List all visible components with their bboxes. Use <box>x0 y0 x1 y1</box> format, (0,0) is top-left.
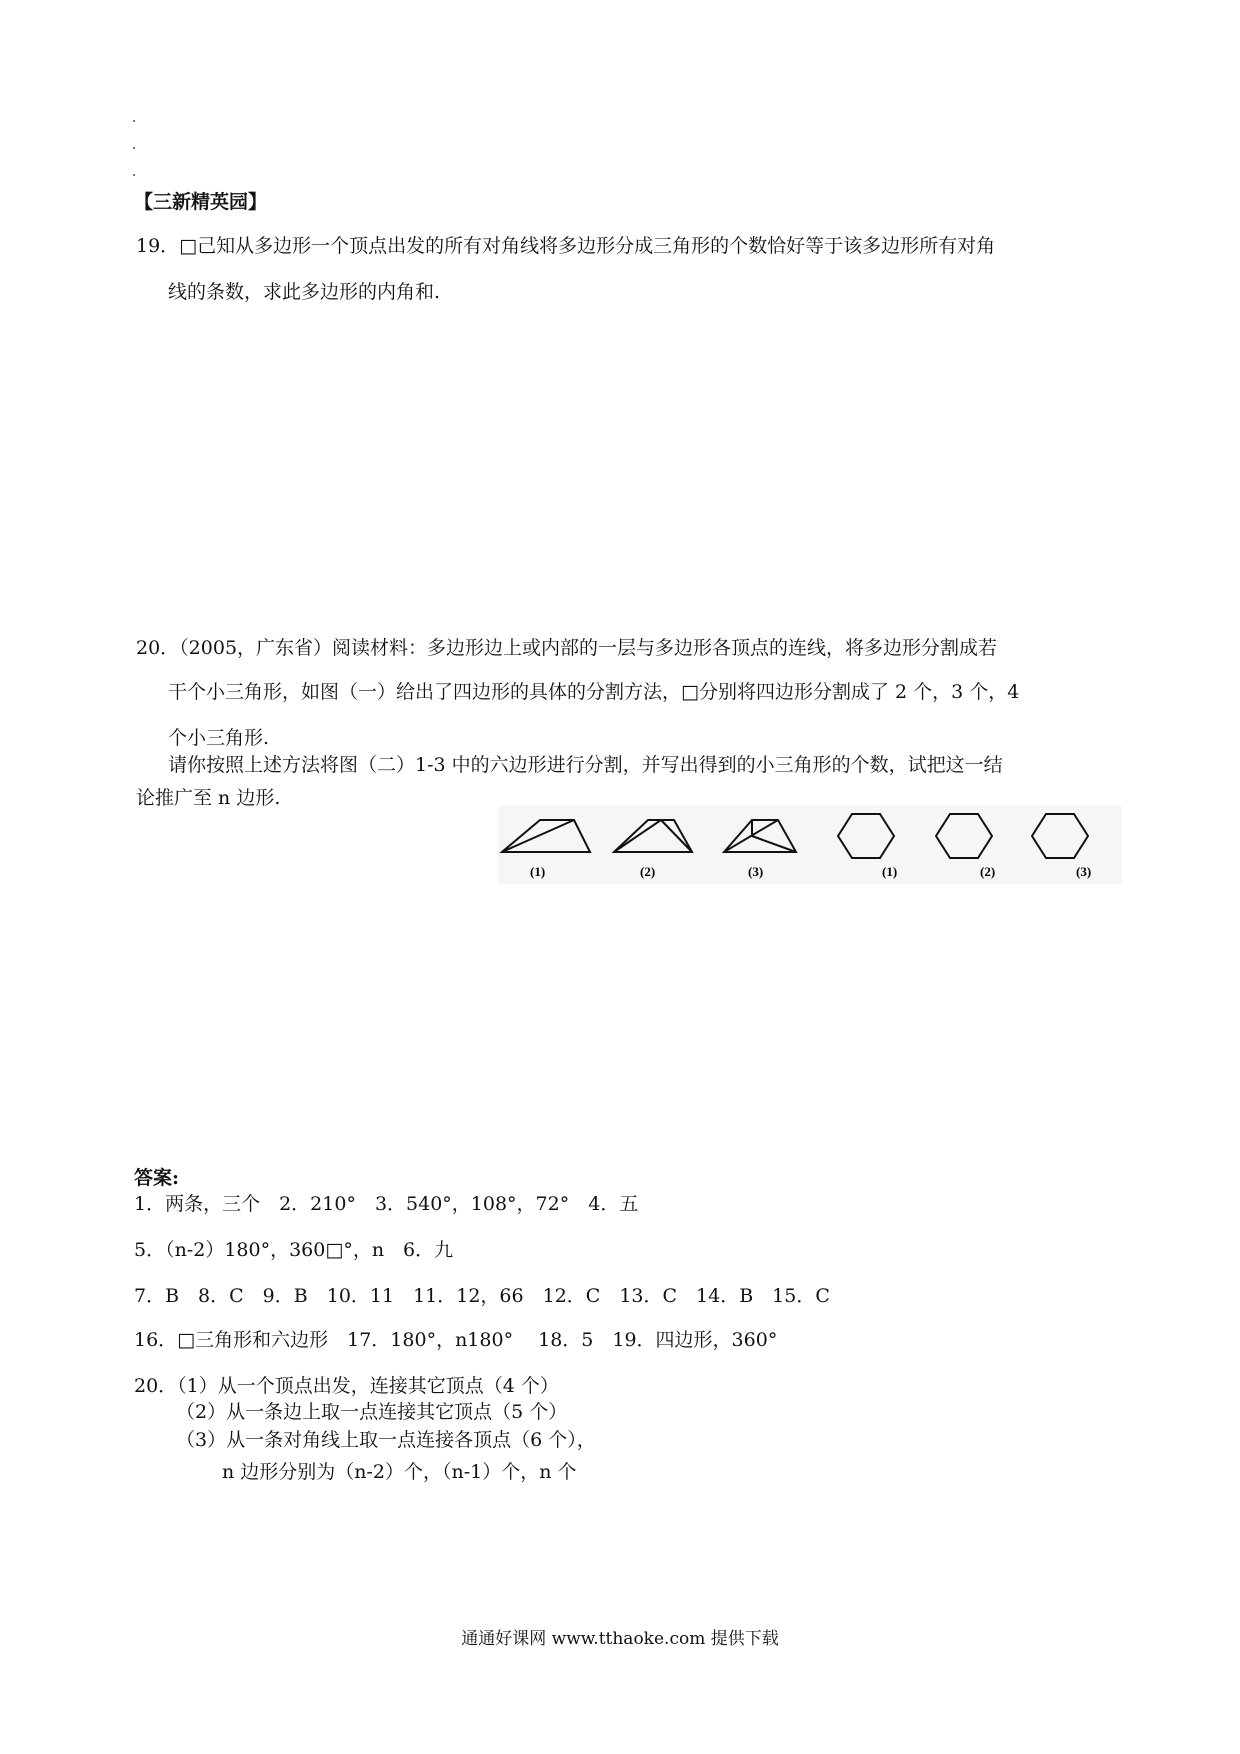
q20-line4: 请你按照上述方法将图（二）1-3 中的六边形进行分割，并写出得到的小三角形的个数，试把这一结 <box>168 754 1003 776</box>
answers-line6: （2）从一条边上取一点连接其它顶点（5 个） <box>176 1401 568 1423</box>
quad-label-2: (2) <box>640 864 656 879</box>
answers-line8: n 边形分别为（n-2）个，（n-1）个，n 个 <box>222 1461 577 1483</box>
footer: 通通好课网 www.tthaoke.com 提供下载 <box>461 1629 779 1649</box>
q19-line2: 线的条数，求此多边形的内角和. <box>168 281 441 303</box>
margin-mark <box>133 174 135 176</box>
answers-title: 答案: <box>134 1167 180 1189</box>
hexagon-1 <box>838 814 894 858</box>
quadrilateral-1 <box>502 820 590 852</box>
polygon-figure-svg <box>498 806 1122 884</box>
quad-label-3: (3) <box>748 864 764 879</box>
quad-label-1: (1) <box>530 864 546 879</box>
answers-line1: 1．两条，三个 2．210° 3．540°，108°，72° 4．五 <box>134 1193 639 1215</box>
hexagon-3 <box>1032 814 1088 858</box>
polygon-figure <box>498 806 1122 884</box>
answers-line2: 5．（n-2）180°，360□°，n 6．九 <box>134 1239 454 1261</box>
hex-label-3: (3) <box>1076 864 1092 879</box>
hex-label-1: (1) <box>882 864 898 879</box>
q20-line5: 论推广至 n 边形. <box>136 787 281 809</box>
q20-line2: 干个小三角形，如图（一）给出了四边形的具体的分割方法，□分别将四边形分割成了 2 个，3 个，4 <box>168 681 1020 703</box>
section-title: 【三新精英园】 <box>134 191 268 213</box>
hex-label-2: (2) <box>980 864 996 879</box>
margin-mark <box>133 147 135 149</box>
answers-line4: 16．□三角形和六边形 17．180°，n180° 18．5 19．四边形，360° <box>134 1329 778 1351</box>
answers-line3: 7．B 8．C 9．B 10．11 11．12，66 12．C 13．C 14．B 15．C <box>134 1285 830 1307</box>
margin-mark <box>133 120 135 122</box>
quadrilateral-3 <box>724 820 796 852</box>
quadrilateral-2 <box>614 820 692 852</box>
q20-line1: 20．（2005，广东省）阅读材料：多边形边上或内部的一层与多边形各顶点的连线，将多边形分割成若 <box>136 637 998 659</box>
hexagon-2 <box>936 814 992 858</box>
answers-line5: 20．（1）从一个顶点出发，连接其它顶点（4 个） <box>134 1375 559 1397</box>
q20-line3: 个小三角形. <box>168 727 270 749</box>
q19-line1: 19．□己知从多边形一个顶点出发的所有对角线将多边形分成三角形的个数恰好等于该多边形所有对角 <box>136 235 996 257</box>
answers-line7: （3）从一条对角线上取一点连接各顶点（6 个）， <box>176 1429 596 1451</box>
